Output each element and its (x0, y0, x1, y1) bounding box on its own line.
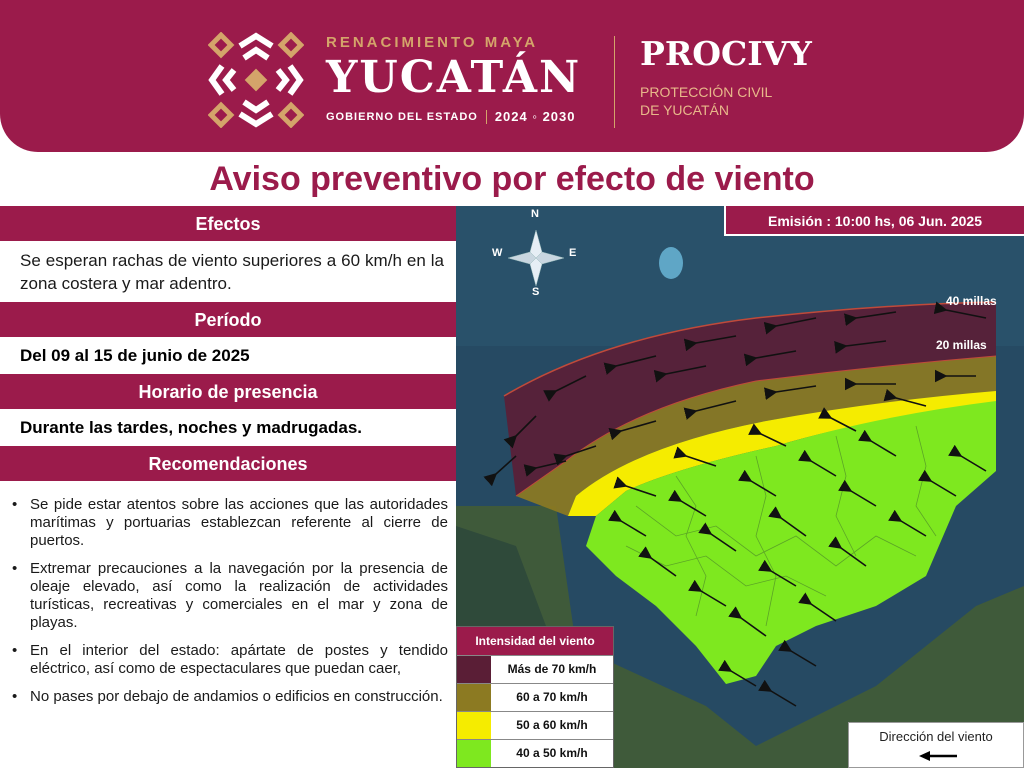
horario-text: Durante las tardes, noches y madrugadas. (20, 418, 363, 437)
emission-badge: Emisión : 10:00 hs, 06 Jun. 2025 (724, 206, 1024, 236)
legend-swatch (457, 656, 491, 683)
legend-swatch (457, 712, 491, 739)
agency-name: PROCIVY (640, 34, 812, 73)
recommendations-list (0, 482, 456, 706)
compass-south: S (532, 286, 540, 298)
brand-separator (486, 110, 487, 124)
wind-intensity-legend (456, 626, 614, 768)
legend-label: 60 a 70 km/h (516, 690, 588, 704)
compass-east: E (569, 247, 577, 259)
legend-item (457, 711, 613, 739)
legend-swatch (457, 740, 491, 767)
compass-west: W (492, 247, 503, 259)
horario-header: Horario de presencia (0, 374, 456, 410)
island (659, 247, 683, 279)
agency-sub-line-1: PROTECCIÓN CIVIL (640, 84, 773, 100)
brand-years: 2024 ◦ 2030 (494, 109, 576, 124)
periodo-header: Período (0, 302, 456, 338)
legend-swatch (457, 684, 491, 711)
brand-name: YUCATÁN (326, 52, 582, 103)
list-item: • Se pide estar atentos sobre las acciones que las autoridades marítimas y portuarias establezcan referente al cierre de puertos. (12, 496, 448, 550)
legend-label: 50 a 60 km/h (516, 718, 588, 732)
wind-direction-box (848, 722, 1024, 768)
list-item: • Extremar precauciones a la navegación por la presencia de oleaje elevado, así como la realización de actividades turísticas, recreativas y comerciales en el mar y zona de playas. (12, 560, 448, 632)
info-panel (0, 206, 456, 768)
page-title: Aviso preventivo por efecto de viento (209, 160, 815, 198)
maya-pattern-logo-icon (208, 32, 304, 128)
list-item: • No pases por debajo de andamios o edificios en construcción. (12, 688, 448, 706)
efectos-text: Se esperan rachas de viento superiores a 60 km/h en la zona costera y mar adentro. (20, 251, 444, 293)
legend-label: 40 a 50 km/h (516, 746, 588, 760)
efectos-header: Efectos (0, 206, 456, 242)
distance-label-20: 20 millas (936, 338, 987, 352)
brand-tagline: RENACIMIENTO MAYA (326, 34, 539, 51)
legend-item (457, 683, 613, 711)
periodo-text: Del 09 al 15 de junio de 2025 (20, 346, 250, 365)
brand-subline (326, 109, 591, 124)
agency-sub-line-2: DE YUCATÁN (640, 102, 729, 118)
brand-sub: GOBIERNO DEL ESTADO (326, 110, 478, 123)
legend-item (457, 655, 613, 683)
arrow-left-icon (919, 751, 959, 761)
list-item: • En el interior del estado: apártate de postes y tendido eléctrico, así como de espectaculares que puedan caer, (12, 642, 448, 678)
brand-block (326, 34, 591, 124)
agency-subtitle (640, 83, 812, 119)
header-divider (614, 36, 615, 128)
recomendaciones-header: Recomendaciones (0, 446, 456, 482)
wind-map (456, 206, 1024, 768)
compass-north: N (531, 208, 539, 220)
legend-label: Más de 70 km/h (507, 662, 597, 676)
legend-item (457, 739, 613, 767)
legend-title: Intensidad del viento (457, 627, 613, 655)
header-banner (0, 0, 1024, 152)
distance-label-40: 40 millas (946, 294, 997, 308)
wind-direction-label: Dirección del viento (879, 729, 993, 744)
agency-block (640, 34, 812, 119)
